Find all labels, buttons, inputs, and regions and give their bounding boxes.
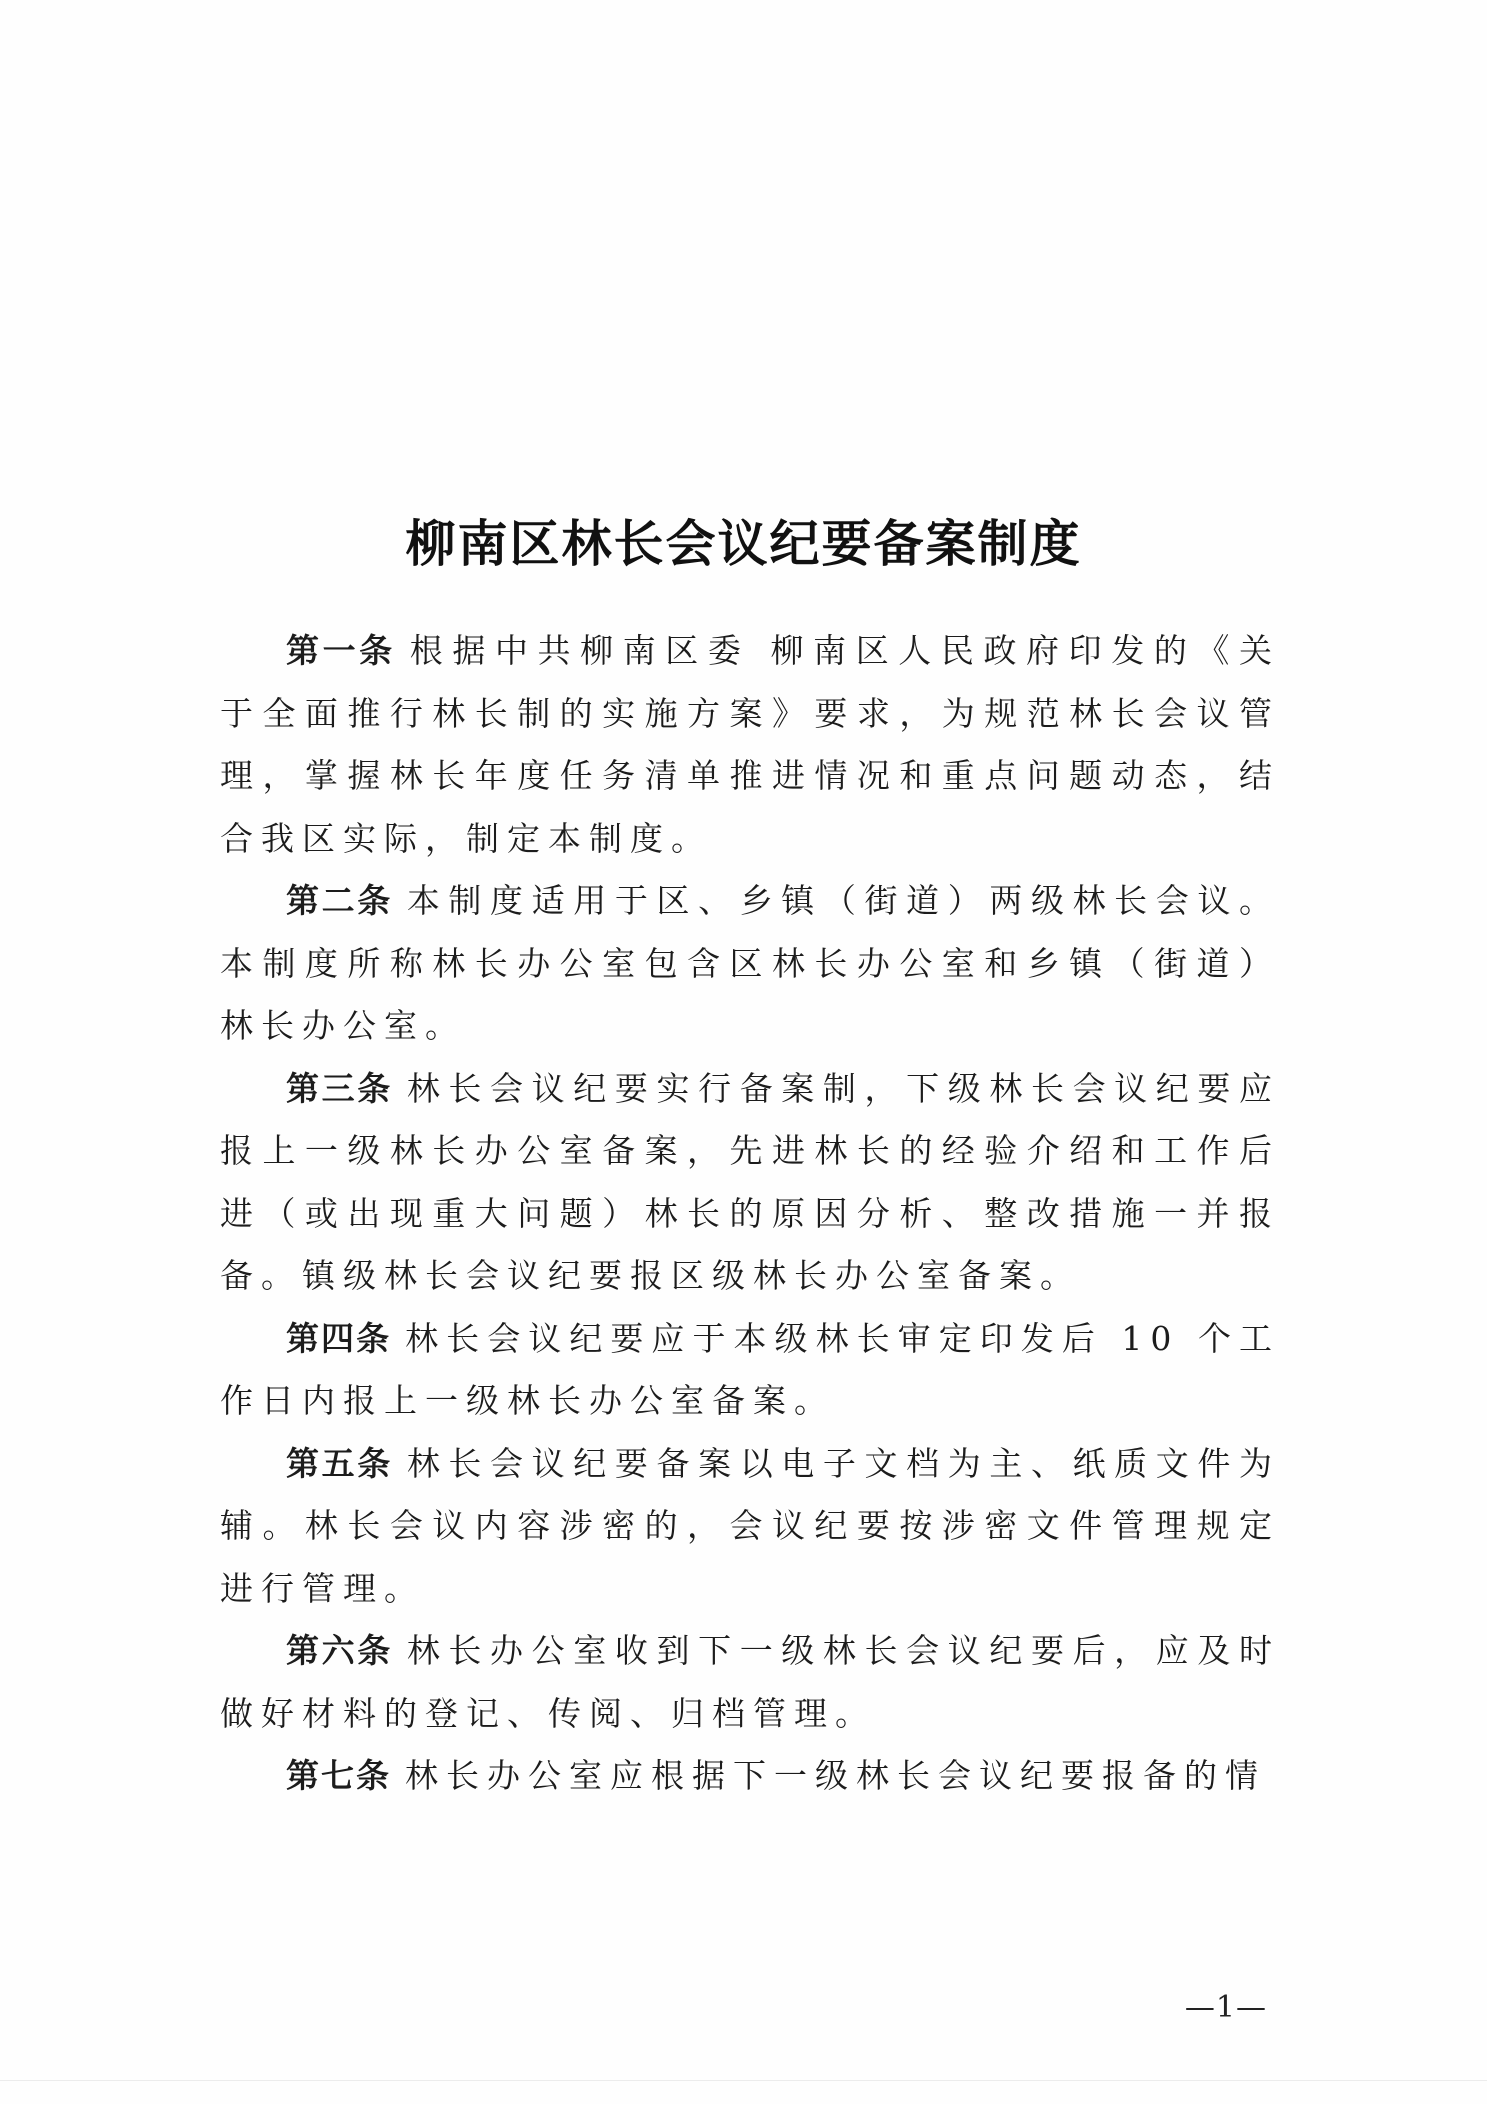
article-3: [220, 1058, 1280, 1308]
article-text: 根据中共柳南区委 柳南区人民政府印发的《关于全面推行林长制的实施方案》要求，为规范林长会议管理，掌握林长年度任务清单推进情况和重点问题动态，结合我区实际，制定本制度。: [220, 631, 1280, 858]
article-text: 林长办公室应根据下一级林长会议纪要报备的情: [405, 1756, 1266, 1795]
article-2: [220, 870, 1280, 1058]
article-6: [220, 1620, 1280, 1745]
page-number: —1—: [1184, 1990, 1267, 2025]
page-edge-divider: [0, 2080, 1487, 2081]
article-text: 本制度适用于区、乡镇（街道）两级林长会议。本制度所称林长办公室包含区林长办公室和乡镇（街道）林长办公室。: [220, 881, 1281, 1045]
article-label: 第六条: [286, 1631, 393, 1670]
document-body: [220, 620, 1280, 1808]
article-label: 第五条: [286, 1443, 393, 1483]
article-label: 第三条: [286, 1068, 393, 1108]
article-text: 林长会议纪要实行备案制，下级林长会议纪要应报上一级林长办公室备案，先进林长的经验介绍和工作后进（或出现重大问题）林长的原因分析、整改措施一并报备。镇级林长会议纪要报区级林长办公室备案。: [220, 1068, 1281, 1295]
article-1: [220, 620, 1280, 870]
article-text: 林长会议纪要备案以电子文档为主、纸质文件为辅。林长会议内容涉密的，会议纪要按涉密文件管理规定进行管理。: [220, 1443, 1281, 1608]
article-4: [220, 1308, 1280, 1433]
document-title: 柳南区林长会议纪要备案制度: [405, 514, 1082, 573]
article-label: 第一条: [286, 631, 396, 670]
article-text: 林长办公室收到下一级林长会议纪要后，应及时做好材料的登记、传阅、归档管理。: [220, 1631, 1281, 1733]
article-7: [220, 1745, 1280, 1808]
article-text: 林长会议纪要应于本级林长审定印发后 10 个工作日内报上一级林长办公室备案。: [220, 1318, 1280, 1420]
article-label: 第二条: [286, 881, 393, 920]
article-label: 第四条: [286, 1318, 392, 1358]
article-5: [220, 1433, 1280, 1621]
article-label: 第七条: [286, 1756, 391, 1795]
